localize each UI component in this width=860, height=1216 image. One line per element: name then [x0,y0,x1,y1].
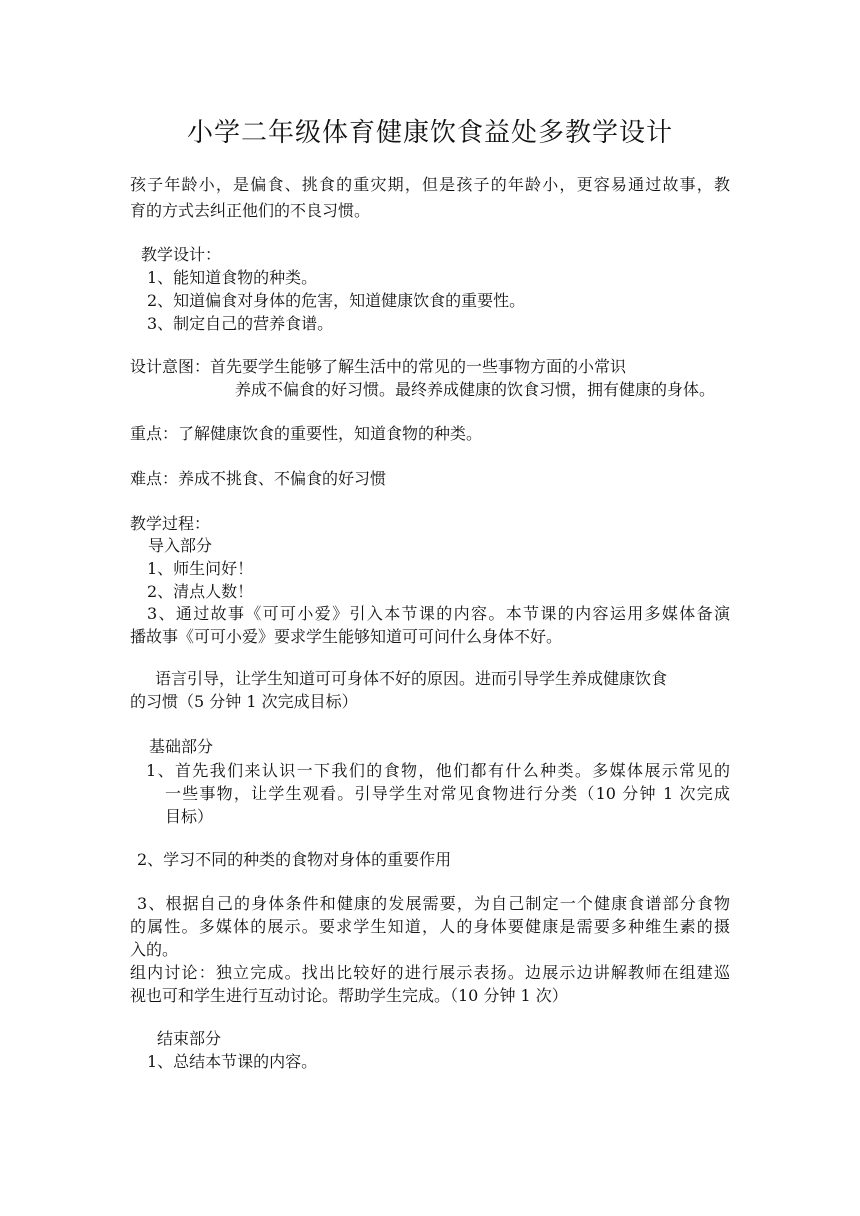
intro-section-guide-1: 语言引导，让学生知道可可身体不好的原因。进而引导学生养成健康饮食 [155,669,668,688]
basic-section-item-3-cont-2: 入的。 [130,940,179,959]
teaching-design-item-2: 2、知道偏食对身体的危害，知道健康饮食的重要性。 [147,291,526,310]
group-discussion-line-1: 组内讨论：独立完成。找出比较好的进行展示表扬。边展示边讲解教师在组建巡 [130,963,730,982]
basic-section-item-1-cont-2: 目标） [165,807,214,826]
basic-section-item-3-cont-1: 的属性。多媒体的展示。要求学生知道，人的身体要健康是需要多种维生素的摄 [130,917,730,936]
end-section-item-1: 1、总结本节课的内容。 [147,1052,318,1071]
intro-section-item-3: 3、通过故事《可可小爱》引入本节课的内容。本节课的内容运用多媒体备演 [147,604,730,623]
key-point: 重点：了解健康饮食的重要性，知道食物的种类。 [130,424,483,443]
intro-section-item-1: 1、师生问好！ [147,559,254,578]
basic-section-heading: 基础部分 [149,737,214,756]
teaching-design-heading: 教学设计： [141,245,222,264]
intro-section-guide-2: 的习惯（5 分钟 1 次完成目标） [130,692,358,711]
intro-section-item-2: 2、清点人数！ [147,582,254,601]
intro-section-heading: 导入部分 [148,536,213,555]
intro-section-item-3-cont: 播故事《可可小爱》要求学生能够知道可可问什么身体不好。 [130,627,563,646]
design-intent-line-2: 养成不偏食的好习惯。最终养成健康的饮食习惯，拥有健康的身体。 [235,380,716,399]
teaching-design-item-1: 1、能知道食物的种类。 [147,268,318,287]
basic-section-item-1-cont-1: 一些事物，让学生观看。引导学生对常见食物进行分类（10 分钟 1 次完成 [165,784,730,803]
group-discussion-line-2: 视也可和学生进行互动讨论。帮助学生完成。（10 分钟 1 次） [130,986,568,1005]
process-heading: 教学过程： [130,514,211,533]
basic-section-item-1: 1、首先我们来认识一下我们的食物，他们都有什么种类。多媒体展示常见的 [146,761,730,780]
document-title: 小学二年级体育健康饮食益处多教学设计 [186,118,673,148]
difficulty: 难点：养成不挑食、不偏食的好习惯 [130,469,387,488]
basic-section-item-2: 2、学习不同的种类的食物对身体的重要作用 [137,850,452,869]
design-intent-line-1: 设计意图：首先要学生能够了解生活中的常见的一些事物方面的小常识 [130,357,627,376]
basic-section-item-3: 3、根据自己的身体条件和健康的发展需要，为自己制定一个健康食谱部分食物 [137,894,730,913]
end-section-heading: 结束部分 [157,1029,222,1048]
intro-line-1: 孩子年龄小，是偏食、挑食的重灾期，但是孩子的年龄小，更容易通过故事，教 [130,175,730,194]
teaching-design-item-3: 3、制定自己的营养食谱。 [147,314,334,333]
intro-line-2: 育的方式去纠正他们的不良习惯。 [130,201,371,220]
